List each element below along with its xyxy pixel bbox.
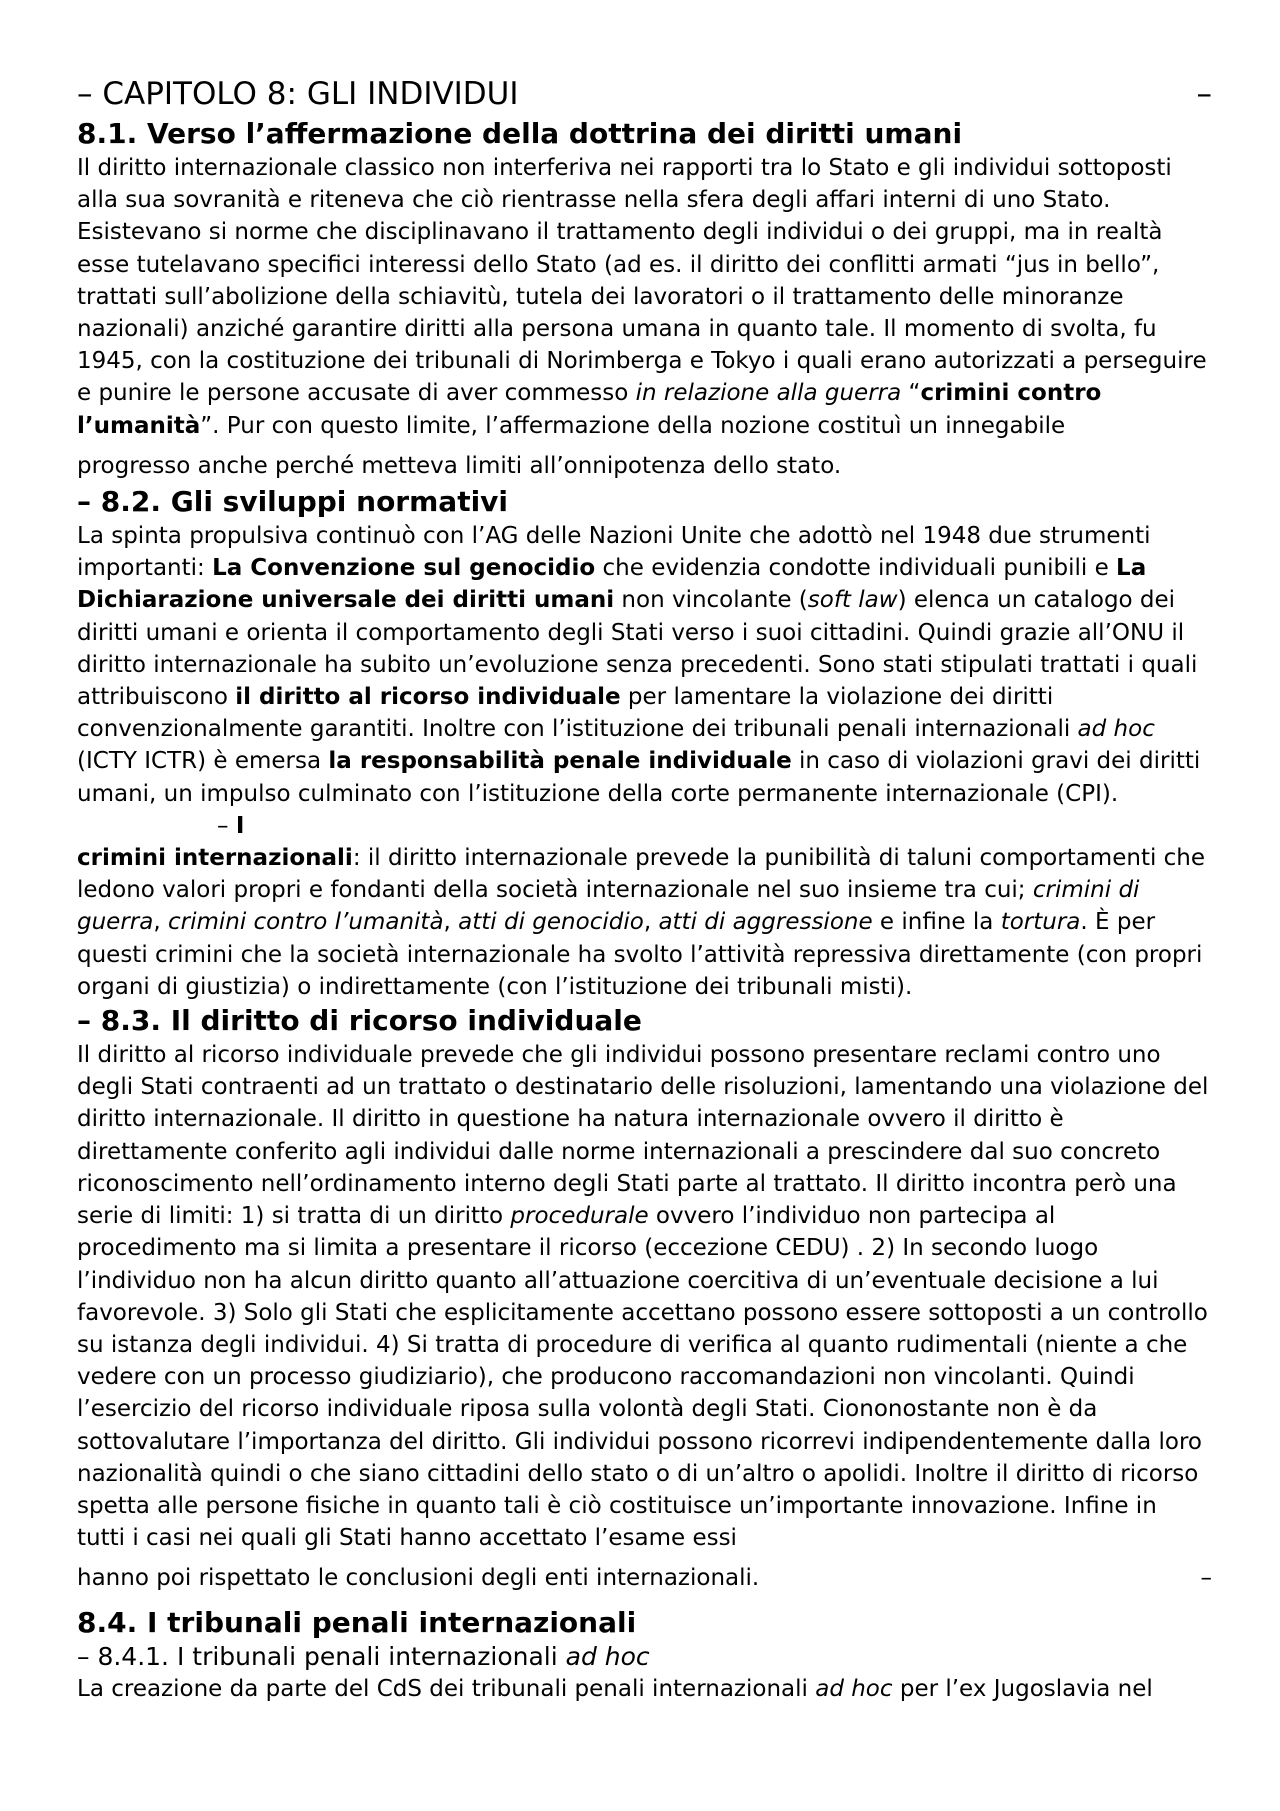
chapter-title: CAPITOLO 8: GLI INDIVIDUI [102,76,519,112]
paragraph-8-2: La spinta propulsiva continuò con l’AG delle Nazioni Unite che adottò nel 1948 due strumenti importanti: La Convenzione sul genocidio che evidenzia condotte individuali punibili e La Dichiarazione universale dei diritti umani non vincolante (soft law) elenca un catalogo dei diritti umani e orienta il comportamento degli Stati verso i suoi cittadini. Quindi grazie all’ONU il diritto internazionale ha subito un’evoluzione senza precedenti. Sono stati stipulati trattati i quali attribuiscono il diritto al ricorso individuale per lamentare la violazione dei diritti convenzionalmente garantiti. Inoltre con l’istituzione dei tribunali penali internazionali ad hoc (ICTY ICTR) è emersa la responsabilità penale individuale in caso di violazioni gravi dei diritti umani, un impulso culminato con l’istituzione della corte permanente internazionale (CPI).– I [77,523,1201,839]
subheading-8-4-1: – 8.4.1. I tribunali penali internazionali ad hoc [77,1641,650,1671]
chapter-end-dash: – [1196,76,1212,112]
heading-8-2: – 8.2. Gli sviluppi normativi [77,485,509,519]
paragraph-8-3-last: hanno poi rispettato le conclusioni degli enti internazionali. – [77,1562,1212,1594]
chapter-title-line [77,74,1212,114]
document-page [77,74,1212,1705]
chapter-dash: – [77,76,93,112]
heading-8-3: – 8.3. Il diritto di ricorso individuale [77,1004,642,1038]
right-dash-8-2: – [217,812,229,839]
heading-8-1: 8.1. Verso l’affermazione della dottrina dei diritti umani [77,117,963,150]
paragraph-8-4-1: La creazione da parte del CdS dei tribunali penali internazionali ad hoc per l’ex Jugoslavia nel [77,1675,1153,1702]
paragraph-crimini: crimini internazionali: il diritto internazionale prevede la punibilità di taluni comportamenti che ledono valori propri e fondanti della società internazionale nel suo insieme tra cui; crimini di guerra, crimini contro l’umanità, atti di genocidio, atti di aggressione e infine la tortura. È per questi crimini che la società internazionale ha svolto l’attività repressiva direttamente (con propri organi di giustizia) o indirettamente (con l’istituzione dei tribunali misti). [77,845,1206,1000]
paragraph-8-1: Il diritto internazionale classico non interferiva nei rapporti tra lo Stato e gli individui sottoposti alla sua sovranità e riteneva che ciò rientrasse nella sfera degli affari interni di uno Stato. Esistevano si norme che disciplinavano il trattamento degli individui o dei gruppi, ma in realtà esse tutelavano specifici interessi dello Stato (ad es. il diritto dei conflitti armati “jus in bello”, trattati sull’abolizione della schiavitù, tutela dei lavoratori o il trattamento delle minoranze nazionali) anziché garantire diritti alla persona umana in quanto tale. Il momento di svolta, fu 1945, con la costituzione dei tribunali di Norimberga e Tokyo i quali erano autorizzati a perseguire e punire le persone accusate di aver commesso in relazione alla guerra “crimini contro l’umanità”. Pur con questo limite, l’affermazione della nozione costituì un innegabile [77,155,1207,439]
paragraph-8-3: Il diritto al ricorso individuale prevede che gli individui possono presentare reclami contro uno degli Stati contraenti ad un trattato o destinatario delle risoluzioni, lamentando una violazione del diritto internazionale. Il diritto in questione ha natura internazionale ovvero il diritto è direttamente conferito agli individui dalle norme internazionali a prescindere dal suo concreto riconoscimento nell’ordinamento interno degli Stati parte al trattato. Il diritto incontra però una serie di limiti: 1) si tratta di un diritto procedurale ovvero l’individuo non partecipa al procedimento ma si limita a presentare il ricorso (eccezione CEDU) . 2) In secondo luogo l’individuo non ha alcun diritto quanto all’attuazione coercitiva di un’eventuale decisione a lui favorevole. 3) Solo gli Stati che esplicitamente accettano possono essere sottoposti a un controllo su istanza degli individui. 4) Si tratta di procedure di verifica al quanto rudimentali (niente a che vedere con un processo giudiziario), che producono raccomandazioni non vincolanti. Quindi l’esercizio del ricorso individuale riposa sulla volontà degli Stati. Ciononostante non è da sottovalutare l’importanza del diritto. Gli individui possono ricorrevi indipendentemente dalla loro nazionalità quindi o che siano cittadini dello stato o di un’altro o apolidi. Inoltre il diritto di ricorso spetta alle persone fisiche in quanto tali è ciò costituisce un’importante innovazione. Infine in tutti i casi nei quali gli Stati hanno accettato l’esame essi [77,1042,1209,1552]
paragraph-8-1-last: progresso anche perché metteva limiti all’onnipotenza dello stato. [77,452,842,479]
heading-8-4: 8.4. I tribunali penali internazionali [77,1605,637,1639]
right-dash-8-3: – [1200,1565,1212,1592]
